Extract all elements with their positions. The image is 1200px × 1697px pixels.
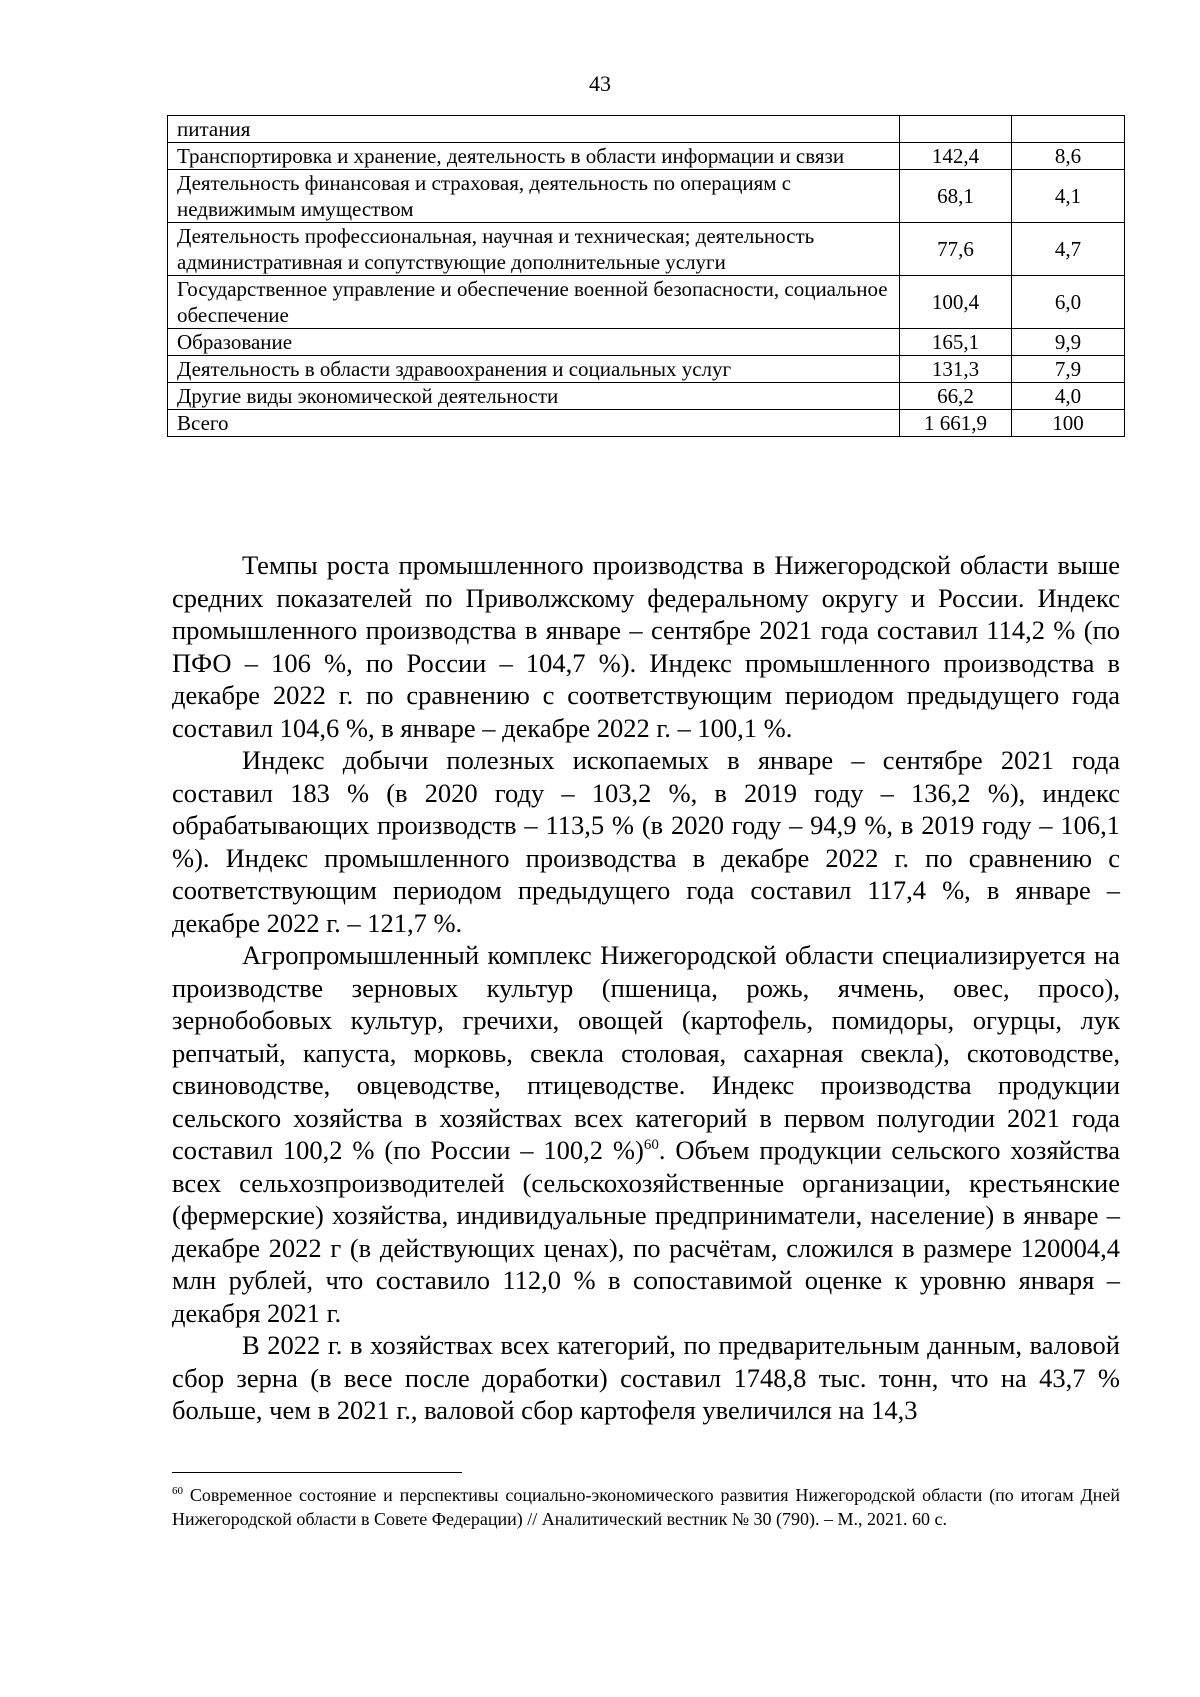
table-row xyxy=(168,356,1125,383)
value-cell: 142,4 xyxy=(900,143,1012,170)
table-row xyxy=(168,223,1125,276)
share-cell: 8,6 xyxy=(1012,143,1125,170)
body-text xyxy=(172,549,1120,1427)
activity-name-cell: Деятельность профессиональная, научная и техническая; деятельность административная и сопутствующие дополнительные услуги xyxy=(168,223,900,276)
value-cell: 1 661,9 xyxy=(900,410,1012,437)
paragraph-mining-index: Индекс добычи полезных ископаемых в январе – сентябре 2021 года составил 183 % (в 2020 году – 103,2 %, в 2019 году – 136,2 %), индекс обрабатывающих производств – 113,5 % (в 2020 году – 94,9 %, в 2019 году – 106,1 %). Индекс промышленного производства в декабре 2022 г. по сравнению с соответствующим периодом предыдущего года составил 117,4 %, в январе – декабре 2022 г. – 121,7 %. xyxy=(172,745,1120,938)
page-number: 43 xyxy=(589,71,611,96)
table-row xyxy=(168,116,1125,143)
table-row xyxy=(168,170,1125,223)
table-row xyxy=(168,383,1125,410)
paragraph-agro-complex xyxy=(172,939,1120,1329)
activity-name-cell: Образование xyxy=(168,329,900,356)
share-cell xyxy=(1012,116,1125,143)
table-row-total xyxy=(168,410,1125,437)
value-cell xyxy=(900,116,1012,143)
share-cell: 4,1 xyxy=(1012,170,1125,223)
activity-name-cell: Всего xyxy=(168,410,900,437)
value-cell: 131,3 xyxy=(900,356,1012,383)
paragraph-harvest: В 2022 г. в хозяйствах всех категорий, по предварительным данным, валовой сбор зерна (в весе после доработки) составил 1748,8 тыс. тонн, что на 43,7 % больше, чем в 2021 г., валовой сбор картофеля увеличился на 14,3 xyxy=(172,1330,1120,1425)
paragraph-text: . Объем продукции сельского хозяйства всех сельхозпроизводителей (сельскохозяйственные организации, крестьянские (фермерские) хозяйства, индивидуальные предприниматели, население) в январе – декабре 2022 г (в действующих ценах), по расчётам, сложился в размере 120004,4 млн рублей, что составило 112,0 % в сопоставимой оценке к уровню января – декабря 2021 г. xyxy=(172,1135,1120,1328)
share-cell: 100 xyxy=(1012,410,1125,437)
table-row xyxy=(168,143,1125,170)
footnote-reference[interactable]: 60 xyxy=(643,1137,659,1154)
footnote xyxy=(172,1484,1120,1531)
paragraph-industrial-growth: Темпы роста промышленного производства в Нижегородской области выше средних показателей по Приволжскому федеральному округу и России. Индекс промышленного производства в январе – сентябре 2021 года составил 114,2 % (по ПФО – 106 %, по России – 104,7 %). Индекс промышленного производства в декабре 2022 г. по сравнению с соответствующим периодом предыдущего года составил 104,6 %, в январе – декабре 2022 г. – 100,1 %. xyxy=(172,550,1120,743)
share-cell: 4,0 xyxy=(1012,383,1125,410)
footnote-number: 60 xyxy=(172,1485,183,1497)
share-cell: 7,9 xyxy=(1012,356,1125,383)
value-cell: 165,1 xyxy=(900,329,1012,356)
paragraph-text: Агропромышленный комплекс Нижегородской области специализируется на производстве зерновых культур (пшеница, рожь, ячмень, овес, просо), зернобобовых культур, гречихи, овощей (картофель, помидоры, огурцы, лук репчатый, капуста, морковь, свекла столовая, сахарная свекла), скотоводстве, свиноводстве, овцеводстве, птицеводстве. Индекс производства продукции сельского хозяйства в хозяйствах всех категорий в первом полугодии 2021 года составил 100,2 % (по России – 100,2 %) xyxy=(172,940,1120,1165)
activity-name-cell: Деятельность в области здравоохранения и социальных услуг xyxy=(168,356,900,383)
value-cell: 100,4 xyxy=(900,276,1012,329)
footnote-divider xyxy=(172,1472,462,1473)
activity-name-cell: питания xyxy=(168,116,900,143)
activity-name-cell: Транспортировка и хранение, деятельность в области информации и связи xyxy=(168,143,900,170)
activity-name-cell: Государственное управление и обеспечение военной безопасности, социальное обеспечение xyxy=(168,276,900,329)
footnote-text: Современное состояние и перспективы социально-экономического развития Нижегородской области (по итогам Дней Нижегородской области в Совете Федерации) // Аналитический вестник № 30 (790). – М., 2021. 60 с. xyxy=(172,1485,1120,1529)
value-cell: 68,1 xyxy=(900,170,1012,223)
share-cell: 6,0 xyxy=(1012,276,1125,329)
activity-name-cell: Другие виды экономической деятельности xyxy=(168,383,900,410)
table-row xyxy=(168,329,1125,356)
activity-name-cell: Деятельность финансовая и страховая, деятельность по операциям с недвижимым имуществом xyxy=(168,170,900,223)
economic-activity-table xyxy=(167,115,1125,437)
value-cell: 66,2 xyxy=(900,383,1012,410)
value-cell: 77,6 xyxy=(900,223,1012,276)
table-row xyxy=(168,276,1125,329)
share-cell: 4,7 xyxy=(1012,223,1125,276)
share-cell: 9,9 xyxy=(1012,329,1125,356)
